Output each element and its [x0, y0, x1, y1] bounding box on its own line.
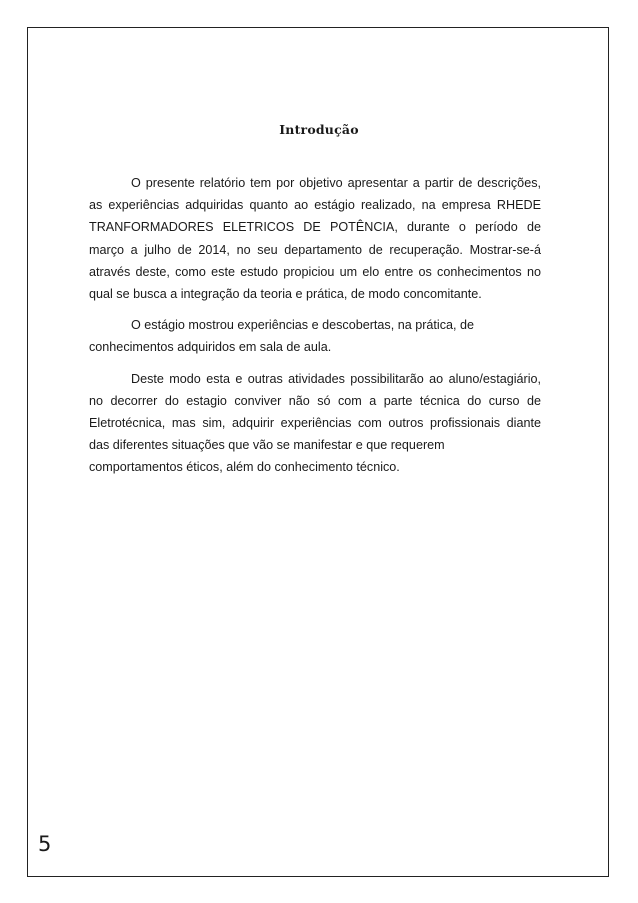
paragraph-line: através deste, como este estudo propiciou um elo entre os conhecimentos no — [89, 264, 541, 279]
paragraph-line: no decorrer do estagio conviver não só com a parte técnica do curso de — [89, 393, 541, 408]
paragraph-line: conhecimentos adquiridos em sala de aula. — [89, 340, 332, 355]
paragraph-line: qual se busca a integração da teoria e prática, de modo concomitante. — [89, 286, 482, 301]
paragraph-line: as experiências adquiridas quanto ao estágio realizado, na empresa RHEDE — [89, 198, 541, 213]
paragraph-line: março a julho de 2014, no seu departamento de recuperação. Mostrar-se-á — [89, 242, 541, 257]
paragraph-2 — [89, 314, 541, 358]
body-text — [89, 172, 541, 478]
paragraph-line: Eletrotécnica, mas sim, adquirir experiências com outros profissionais diante — [89, 415, 541, 430]
paragraph-line: O estágio mostrou experiências e descobertas, na prática, de — [131, 318, 475, 333]
paragraph-line: O presente relatório tem por objetivo apresentar a partir de descrições, — [131, 176, 541, 190]
paragraph-line: comportamentos éticos, além do conhecimento técnico. — [89, 460, 400, 475]
page-number: 5 — [38, 832, 52, 856]
paragraph-spacing — [89, 359, 541, 368]
paragraph-line: TRANFORMADORES ELETRICOS DE POTÊNCIA, durante o período de — [89, 220, 541, 235]
page-title: Introdução — [279, 122, 359, 137]
paragraph-spacing — [89, 305, 541, 314]
paragraph-1 — [89, 172, 541, 305]
paragraph-line: Deste modo esta e outras atividades possibilitarão ao aluno/estagiário, — [131, 371, 541, 386]
paragraph-line: das diferentes situações que vão se manifestar e que requerem — [89, 438, 445, 453]
paragraph-3 — [89, 368, 541, 479]
